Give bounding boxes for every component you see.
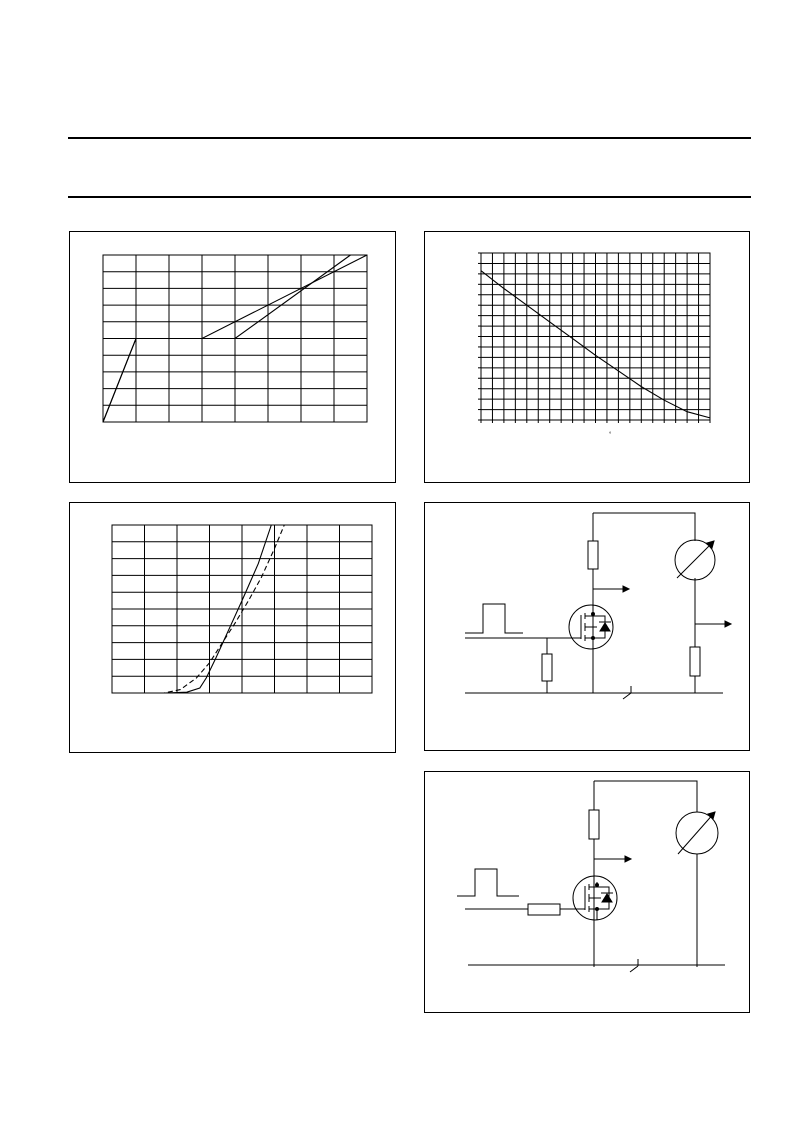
ammeter-needle — [677, 541, 714, 578]
circuit-panel-2 — [424, 771, 750, 1013]
load-resistor — [589, 810, 599, 839]
gate-wire — [465, 638, 581, 693]
header-rule-bottom — [68, 196, 751, 198]
bias-resistor — [690, 647, 700, 676]
drain-output-arrowhead — [625, 856, 631, 862]
chart-2-axis-mark: ° — [609, 432, 612, 438]
chart-1-svg — [70, 232, 397, 484]
pulse-input — [457, 869, 519, 896]
ammeter-needle — [678, 812, 715, 854]
ammeter-needle-arrow — [708, 812, 715, 819]
gate-resistor — [528, 904, 560, 915]
circuit-2-svg — [425, 772, 751, 1014]
chart-panel-1 — [69, 231, 396, 483]
supply-wire — [594, 781, 697, 967]
pulse-input — [465, 604, 523, 633]
circuit-1-svg — [425, 503, 751, 752]
mosfet-body-diode — [599, 622, 611, 631]
chart-2-svg — [425, 232, 751, 484]
node-dot — [592, 637, 595, 640]
node-dot — [592, 613, 595, 616]
mosfet-body-diode — [601, 893, 613, 902]
load-resistor — [588, 541, 598, 569]
chart-panel-3 — [69, 502, 396, 753]
header-rule-top — [68, 137, 751, 139]
drain-output-arrowhead — [623, 586, 629, 592]
gate-resistor — [542, 654, 552, 681]
circuit-panel-1 — [424, 502, 750, 751]
node-dot — [596, 884, 599, 887]
chart-panel-2 — [424, 231, 750, 483]
node-dot — [596, 908, 599, 911]
supply-wire — [593, 513, 695, 693]
chart-3-svg — [70, 503, 397, 754]
output-arrowhead — [725, 621, 731, 627]
